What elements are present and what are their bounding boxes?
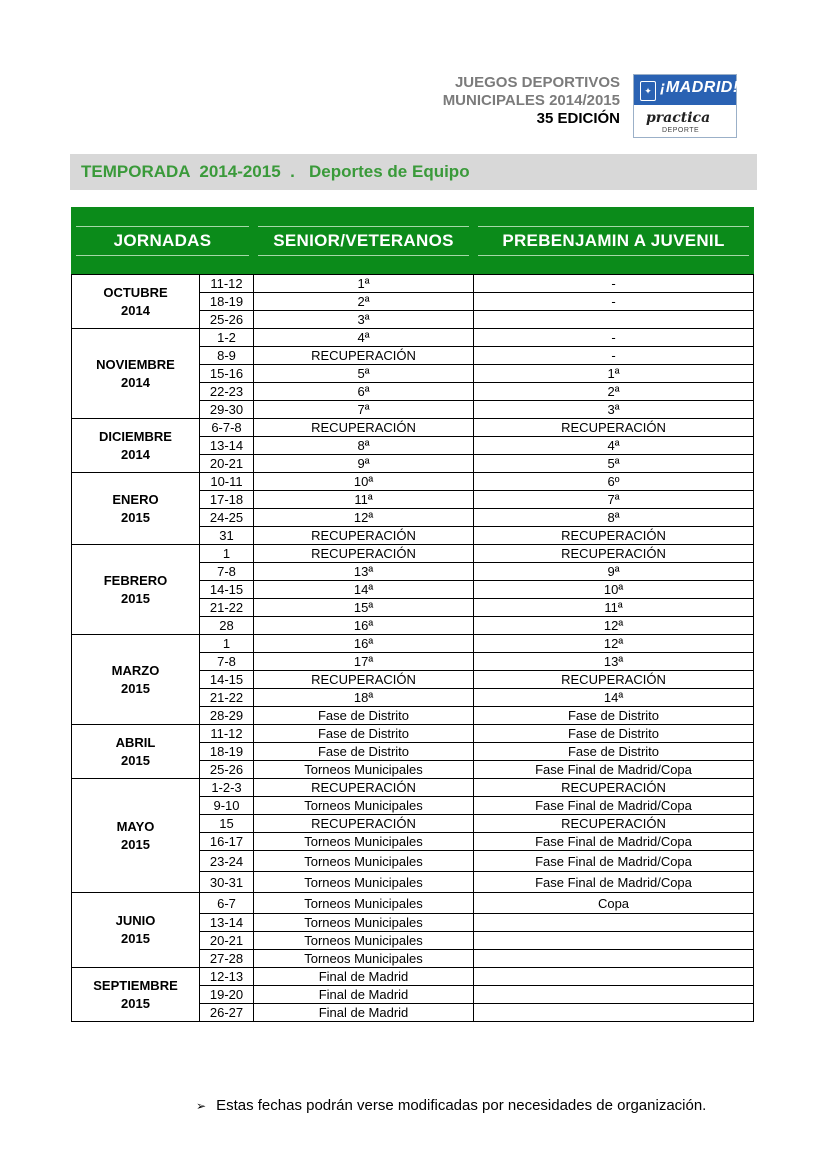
senior-cell: 12ª (254, 509, 474, 527)
prebenjamin-cell: Fase Final de Madrid/Copa (474, 872, 754, 893)
header-senior: SENIOR/VETERANOS (254, 208, 474, 275)
date-cell: 16-17 (200, 833, 254, 851)
prebenjamin-cell: - (474, 329, 754, 347)
month-cell (72, 275, 200, 329)
month-name: SEPTIEMBRE (93, 977, 178, 993)
senior-cell: RECUPERACIÓN (254, 671, 474, 689)
month-cell (72, 635, 200, 725)
table-row (72, 545, 754, 563)
senior-cell: Final de Madrid (254, 986, 474, 1004)
date-cell: 1-2 (200, 329, 254, 347)
month-year: 2014 (121, 302, 150, 318)
month-year: 2015 (121, 590, 150, 606)
month-year: 2015 (121, 509, 150, 525)
senior-cell: Torneos Municipales (254, 833, 474, 851)
footnote (196, 1097, 706, 1114)
prebenjamin-cell: - (474, 275, 754, 293)
arrow-bullet-icon: ➢ (196, 1099, 207, 1113)
month-cell (72, 968, 200, 1022)
senior-cell: RECUPERACIÓN (254, 779, 474, 797)
date-cell: 11-12 (200, 725, 254, 743)
senior-cell: 6ª (254, 383, 474, 401)
month-name: OCTUBRE (103, 284, 168, 300)
table-row (72, 419, 754, 437)
season-title-bar (70, 154, 757, 190)
senior-cell: Fase de Distrito (254, 725, 474, 743)
logo-banner (634, 75, 739, 105)
date-cell: 21-22 (200, 599, 254, 617)
prebenjamin-cell: RECUPERACIÓN (474, 779, 754, 797)
prebenjamin-cell: 1ª (474, 365, 754, 383)
month-year: 2015 (121, 995, 150, 1011)
table-row (72, 275, 754, 293)
date-cell: 7-8 (200, 653, 254, 671)
month-cell (72, 779, 200, 893)
date-cell: 11-12 (200, 275, 254, 293)
date-cell: 26-27 (200, 1004, 254, 1022)
date-cell: 20-21 (200, 455, 254, 473)
prebenjamin-cell: RECUPERACIÓN (474, 815, 754, 833)
logo-subtitle: DEPORTE (662, 127, 700, 134)
prebenjamin-cell: RECUPERACIÓN (474, 545, 754, 563)
date-cell: 12-13 (200, 968, 254, 986)
table-header-row (72, 208, 754, 275)
header-line-2: MUNICIPALES 2014/2015 (442, 92, 620, 109)
date-cell: 31 (200, 527, 254, 545)
senior-cell: 2ª (254, 293, 474, 311)
month-name: ABRIL (115, 734, 156, 750)
senior-cell: RECUPERACIÓN (254, 527, 474, 545)
month-name: MAYO (116, 818, 155, 834)
month-year: 2015 (121, 680, 150, 696)
prebenjamin-cell: RECUPERACIÓN (474, 671, 754, 689)
date-cell: 24-25 (200, 509, 254, 527)
prebenjamin-cell: Fase de Distrito (474, 743, 754, 761)
month-name: FEBRERO (103, 572, 168, 588)
season-title: TEMPORADA 2014-2015 . Deportes de Equipo (81, 162, 470, 181)
table-row (72, 473, 754, 491)
prebenjamin-cell (474, 950, 754, 968)
senior-cell: Torneos Municipales (254, 872, 474, 893)
date-cell: 1-2-3 (200, 779, 254, 797)
month-name: JUNIO (115, 913, 156, 928)
date-cell: 13-14 (200, 437, 254, 455)
prebenjamin-cell: 4ª (474, 437, 754, 455)
senior-cell: Final de Madrid (254, 1004, 474, 1022)
senior-cell: Torneos Municipales (254, 893, 474, 914)
header-line-3: 35 EDICIÓN (536, 110, 620, 127)
table-row (72, 779, 754, 797)
date-cell: 15 (200, 815, 254, 833)
date-cell: 15-16 (200, 365, 254, 383)
senior-cell: 3ª (254, 311, 474, 329)
month-cell (72, 725, 200, 779)
prebenjamin-cell: RECUPERACIÓN (474, 419, 754, 437)
date-cell: 18-19 (200, 293, 254, 311)
senior-cell: 16ª (254, 635, 474, 653)
prebenjamin-cell: Fase de Distrito (474, 725, 754, 743)
prebenjamin-cell: - (474, 293, 754, 311)
senior-cell: Final de Madrid (254, 968, 474, 986)
date-cell: 7-8 (200, 563, 254, 581)
date-cell: 28 (200, 617, 254, 635)
header-jornadas: JORNADAS (72, 208, 254, 275)
date-cell: 21-22 (200, 689, 254, 707)
prebenjamin-cell: Fase Final de Madrid/Copa (474, 851, 754, 872)
senior-cell: 1ª (254, 275, 474, 293)
schedule-table (71, 207, 754, 1022)
prebenjamin-cell: 6º (474, 473, 754, 491)
month-name: MARZO (111, 662, 160, 678)
date-cell: 29-30 (200, 401, 254, 419)
senior-cell: RECUPERACIÓN (254, 419, 474, 437)
schedule-table-wrapper (71, 207, 753, 1022)
senior-cell: Torneos Municipales (254, 950, 474, 968)
header-line-1: JUEGOS DEPORTIVOS (454, 74, 620, 91)
date-cell: 6-7 (200, 893, 254, 914)
prebenjamin-cell: Fase Final de Madrid/Copa (474, 833, 754, 851)
date-cell: 1 (200, 635, 254, 653)
table-row (72, 329, 754, 347)
footnote-text: Estas fechas podrán verse modificadas por necesidades de organización. (216, 1097, 707, 1114)
senior-cell: 10ª (254, 473, 474, 491)
month-cell (72, 545, 200, 635)
senior-cell: Torneos Municipales (254, 851, 474, 872)
prebenjamin-cell: Fase Final de Madrid/Copa (474, 797, 754, 815)
prebenjamin-cell (474, 914, 754, 932)
senior-cell: Fase de Distrito (254, 743, 474, 761)
date-cell: 13-14 (200, 914, 254, 932)
month-year: 2014 (121, 446, 150, 462)
month-year: 2015 (121, 836, 150, 852)
date-cell: 14-15 (200, 671, 254, 689)
month-year: 2015 (121, 752, 150, 768)
senior-cell: 4ª (254, 329, 474, 347)
senior-cell: 8ª (254, 437, 474, 455)
date-cell: 20-21 (200, 932, 254, 950)
senior-cell: RECUPERACIÓN (254, 815, 474, 833)
prebenjamin-cell: 13ª (474, 653, 754, 671)
senior-cell: RECUPERACIÓN (254, 347, 474, 365)
prebenjamin-cell: 11ª (474, 599, 754, 617)
prebenjamin-cell (474, 968, 754, 986)
month-cell (72, 473, 200, 545)
senior-cell: RECUPERACIÓN (254, 545, 474, 563)
date-cell: 30-31 (200, 872, 254, 893)
date-cell: 27-28 (200, 950, 254, 968)
senior-cell: 17ª (254, 653, 474, 671)
senior-cell: Torneos Municipales (254, 797, 474, 815)
prebenjamin-cell: 7ª (474, 491, 754, 509)
prebenjamin-cell (474, 1004, 754, 1022)
month-name: ENERO (112, 491, 159, 507)
month-cell (72, 893, 200, 968)
senior-cell: 13ª (254, 563, 474, 581)
date-cell: 17-18 (200, 491, 254, 509)
senior-cell: Fase de Distrito (254, 707, 474, 725)
senior-cell: 18ª (254, 689, 474, 707)
logo-script: practica (646, 110, 711, 126)
month-name: DICIEMBRE (99, 428, 172, 444)
date-cell: 1 (200, 545, 254, 563)
prebenjamin-cell: 5ª (474, 455, 754, 473)
document-header (443, 74, 620, 128)
date-cell: 28-29 (200, 707, 254, 725)
date-cell: 6-7-8 (200, 419, 254, 437)
prebenjamin-cell (474, 986, 754, 1004)
madrid-crest-icon: ✦ (640, 81, 656, 101)
header-prebenjamin: PREBENJAMIN A JUVENIL (474, 208, 754, 275)
prebenjamin-cell: Copa (474, 893, 754, 914)
date-cell: 10-11 (200, 473, 254, 491)
date-cell: 9-10 (200, 797, 254, 815)
date-cell: 8-9 (200, 347, 254, 365)
senior-cell: 16ª (254, 617, 474, 635)
date-cell: 25-26 (200, 761, 254, 779)
senior-cell: Torneos Municipales (254, 914, 474, 932)
senior-cell: 11ª (254, 491, 474, 509)
date-cell: 22-23 (200, 383, 254, 401)
month-cell (72, 419, 200, 473)
table-row (72, 725, 754, 743)
prebenjamin-cell: 2ª (474, 383, 754, 401)
prebenjamin-cell: - (474, 347, 754, 365)
prebenjamin-cell: 10ª (474, 581, 754, 599)
senior-cell: 15ª (254, 599, 474, 617)
prebenjamin-cell (474, 932, 754, 950)
date-cell: 25-26 (200, 311, 254, 329)
table-row (72, 893, 754, 914)
prebenjamin-cell: 12ª (474, 635, 754, 653)
senior-cell: Torneos Municipales (254, 932, 474, 950)
month-year: 2015 (121, 931, 150, 946)
prebenjamin-cell: Fase Final de Madrid/Copa (474, 761, 754, 779)
month-cell (72, 329, 200, 419)
prebenjamin-cell: 8ª (474, 509, 754, 527)
senior-cell: 14ª (254, 581, 474, 599)
date-cell: 19-20 (200, 986, 254, 1004)
logo-title: ¡MADRID! (660, 79, 739, 96)
prebenjamin-cell: 12ª (474, 617, 754, 635)
senior-cell: Torneos Municipales (254, 761, 474, 779)
date-cell: 18-19 (200, 743, 254, 761)
prebenjamin-cell: RECUPERACIÓN (474, 527, 754, 545)
date-cell: 14-15 (200, 581, 254, 599)
prebenjamin-cell (474, 311, 754, 329)
prebenjamin-cell: 9ª (474, 563, 754, 581)
month-name: NOVIEMBRE (96, 356, 175, 372)
table-body (72, 275, 754, 1022)
prebenjamin-cell: 14ª (474, 689, 754, 707)
senior-cell: 9ª (254, 455, 474, 473)
table-row (72, 968, 754, 986)
month-year: 2014 (121, 374, 150, 390)
senior-cell: 7ª (254, 401, 474, 419)
table-row (72, 635, 754, 653)
date-cell: 23-24 (200, 851, 254, 872)
prebenjamin-cell: 3ª (474, 401, 754, 419)
senior-cell: 5ª (254, 365, 474, 383)
prebenjamin-cell: Fase de Distrito (474, 707, 754, 725)
madrid-logo (633, 74, 737, 138)
